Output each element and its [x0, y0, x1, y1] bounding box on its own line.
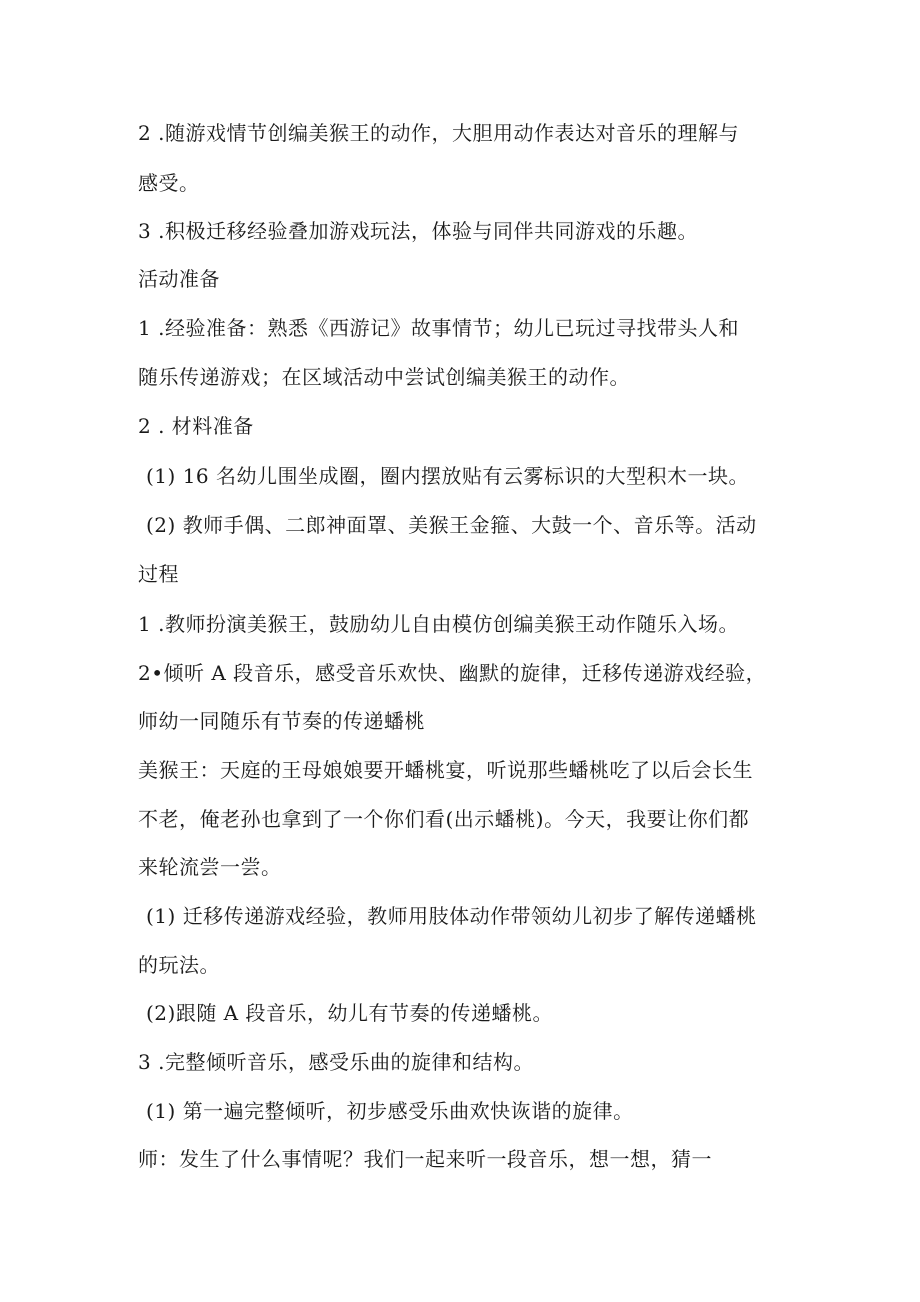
step-1-line: 1 .教师扮演美猴王，鼓励幼儿自由模仿创编美猴王动作随乐入场。 — [138, 612, 739, 636]
teacher-speech-line: 师：发生了什么事情呢？我们一起来听一段音乐，想一想，猜一 — [138, 1147, 712, 1171]
prep-1-line-1: 1 .经验准备：熟悉《西游记》故事情节；幼儿已玩过寻找带头人和 — [138, 316, 739, 340]
monkey-king-speech-line-2: 不老，俺老孙也拿到了一个你们看(出示蟠桃)。今天，我要让你们都 — [138, 807, 750, 831]
prep-2-item-2-line-1: (2) 教师手偶、二郎神面罩、美猴王金箍、大鼓一个、音乐等。活动 — [146, 513, 757, 537]
step-3-line: 3 .完整倾听音乐，感受乐曲的旋律和结构。 — [138, 1050, 534, 1074]
prep-2-item-2-line-2: 过程 — [138, 562, 179, 586]
step-2-sub-1-line-1: (1) 迁移传递游戏经验，教师用肢体动作带领幼儿初步了解传递蟠桃 — [146, 904, 757, 928]
step-2-line-1: 2•倾听 A 段音乐，感受音乐欢快、幽默的旋律，迁移传递游戏经验， — [138, 661, 767, 685]
step-2-sub-1-line-2: 的玩法。 — [138, 953, 220, 977]
goal-2-line-1: 2 .随游戏情节创编美猴王的动作，大胆用动作表达对音乐的理解与 — [138, 121, 739, 145]
prep-2-heading: 2 . 材料准备 — [138, 414, 254, 438]
goal-3-line: 3 .积极迁移经验叠加游戏玩法，体验与同伴共同游戏的乐趣。 — [138, 219, 698, 243]
step-3-sub-1-line: (1) 第一遍完整倾听，初步感受乐曲欢快诙谐的旋律。 — [146, 1099, 634, 1123]
monkey-king-speech-line-3: 来轮流尝一尝。 — [138, 855, 282, 879]
step-2-line-2: 师幼一同随乐有节奏的传递蟠桃 — [138, 709, 425, 733]
prep-1-line-2: 随乐传递游戏；在区域活动中尝试创编美猴王的动作。 — [138, 365, 630, 389]
section-heading-preparation: 活动准备 — [138, 267, 220, 291]
step-2-sub-2-line: (2)跟随 A 段音乐，幼儿有节奏的传递蟠桃。 — [146, 1001, 553, 1025]
goal-2-line-2: 感受。 — [138, 171, 200, 195]
prep-2-item-1: (1) 16 名幼儿围坐成圈，圈内摆放贴有云雾标识的大型积木一块。 — [146, 464, 749, 488]
monkey-king-speech-line-1: 美猴王：天庭的王母娘娘要开蟠桃宴，听说那些蟠桃吃了以后会长生 — [138, 758, 753, 782]
